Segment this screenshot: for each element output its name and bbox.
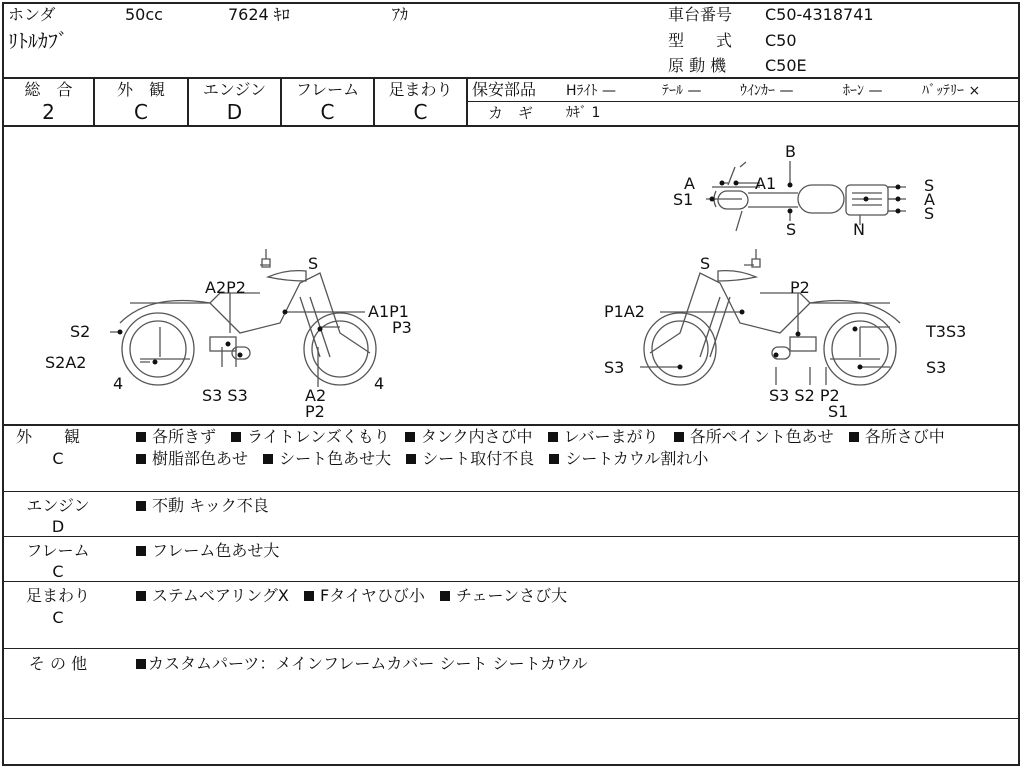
left-label-s-top: S bbox=[308, 254, 319, 273]
divider bbox=[466, 77, 468, 127]
top-label-n: N bbox=[853, 220, 865, 239]
top-label-s-right-bottom: S bbox=[924, 204, 935, 223]
top-label-a-left: A bbox=[684, 174, 695, 193]
remark-grade-frame: C bbox=[52, 562, 64, 581]
left-label-four-left: 4 bbox=[113, 374, 124, 393]
grade-value-total: 2 bbox=[42, 100, 55, 124]
top-label-s-bottom: S bbox=[786, 220, 797, 239]
safety-item-horn: ﾎｰﾝ — bbox=[843, 83, 883, 99]
type-value: C50 bbox=[765, 31, 797, 50]
right-label-s3-left: S3 bbox=[604, 358, 625, 377]
right-label-s3s2p2: S3 S2 P2 bbox=[769, 386, 840, 405]
top-label-b: B bbox=[785, 142, 796, 161]
divider bbox=[2, 581, 1020, 582]
top-label-s1: S1 bbox=[673, 190, 694, 209]
safety-item-battery: ﾊﾞｯﾃﾘｰ × bbox=[922, 83, 981, 99]
grade-value-exterior: C bbox=[134, 100, 148, 124]
grade-value-frame: C bbox=[320, 100, 335, 124]
frame-no-label: 車台番号 bbox=[668, 5, 733, 24]
model-name: ﾘﾄﾙｶﾌﾞ bbox=[8, 29, 68, 53]
frame-no-value: C50-4318741 bbox=[765, 5, 874, 24]
remark-label-other: そ の 他 bbox=[28, 654, 88, 673]
mileage: 7624 ｷﾛ bbox=[228, 5, 290, 24]
right-label-s-top: S bbox=[700, 254, 711, 273]
left-label-s2a2: S2A2 bbox=[45, 353, 87, 372]
safety-item-winker: ｳｲﾝｶｰ — bbox=[740, 83, 794, 99]
top-view-bike bbox=[712, 162, 900, 231]
grade-label-exterior: 外 観 bbox=[116, 80, 165, 99]
remark-grade-exterior: C bbox=[52, 449, 64, 468]
safety-item-headlight: Hﾗｲﾄ — bbox=[566, 83, 616, 99]
remark-items-engine: 不動 キック不良 bbox=[136, 495, 279, 517]
divider bbox=[2, 718, 1020, 719]
remark-grade-suspension: C bbox=[52, 608, 64, 627]
type-label: 型 式 bbox=[668, 31, 733, 50]
left-label-a2: A2 bbox=[305, 386, 327, 405]
left-label-a2p2: A2P2 bbox=[205, 278, 246, 297]
remark-grade-engine: D bbox=[51, 517, 65, 536]
engine-label: 原 動 機 bbox=[668, 56, 727, 75]
left-label-s2: S2 bbox=[70, 322, 91, 341]
left-label-four-right: 4 bbox=[374, 374, 385, 393]
safety-parts-title: 保安部品 bbox=[472, 80, 537, 99]
remark-items-exterior: 各所きず ライトレンズくもり タンク内さび中 レバーまがり 各所ペイント色あせ 各所さび中 樹脂部色あせ シート色あせ大 シート取付不良 シートカウル割れ小 bbox=[136, 426, 1016, 470]
color: ｱｶ bbox=[392, 5, 409, 24]
remark-label-engine: エンジン bbox=[26, 496, 90, 515]
top-label-a1: A1 bbox=[755, 174, 777, 193]
right-label-t3s3: T3S3 bbox=[926, 322, 967, 341]
left-label-p2: P2 bbox=[305, 402, 325, 421]
remark-items-other: カスタムパーツ：メインフレームカバー シート シートカウル bbox=[136, 653, 598, 675]
grade-label-suspension: 足まわり bbox=[388, 80, 453, 99]
right-label-s1: S1 bbox=[828, 402, 849, 421]
key-value: ｶｷﾞ 1 bbox=[566, 105, 601, 121]
left-label-s3s3: S3 S3 bbox=[202, 386, 248, 405]
grade-value-suspension: C bbox=[413, 100, 428, 124]
right-view-bike bbox=[644, 249, 900, 385]
top-label-a-right: A bbox=[924, 190, 935, 209]
remark-label-exterior: 外 観 bbox=[15, 427, 80, 446]
left-label-p3: P3 bbox=[392, 318, 412, 337]
divider bbox=[466, 101, 1020, 102]
grade-value-engine: D bbox=[226, 100, 243, 124]
left-label-a1p1: A1P1 bbox=[368, 302, 409, 321]
left-view-bike bbox=[120, 249, 376, 385]
grade-label-total: 総 合 bbox=[24, 80, 73, 99]
key-label: カ ギ bbox=[488, 104, 534, 122]
grade-label-frame: フレーム bbox=[295, 80, 360, 99]
right-label-p1a2: P1A2 bbox=[604, 302, 645, 321]
divider bbox=[2, 536, 1020, 537]
grade-label-engine: エンジン bbox=[202, 80, 267, 99]
remark-items-frame: フレーム色あせ大 bbox=[136, 540, 289, 562]
safety-item-tail: ﾃｰﾙ — bbox=[662, 83, 702, 99]
damage-diagram bbox=[0, 127, 1024, 424]
engine-value: C50E bbox=[765, 56, 807, 75]
displacement: 50cc bbox=[125, 5, 163, 24]
divider bbox=[2, 491, 1020, 492]
divider bbox=[2, 648, 1020, 649]
remark-label-suspension: 足まわり bbox=[25, 586, 90, 605]
maker: ホンダ bbox=[8, 5, 56, 24]
top-label-s-right-top: S bbox=[924, 176, 935, 195]
right-label-s3-right: S3 bbox=[926, 358, 947, 377]
right-label-p2: P2 bbox=[790, 278, 810, 297]
divider bbox=[2, 77, 1020, 79]
remark-label-frame: フレーム bbox=[26, 541, 90, 560]
remark-items-suspension: ステムベアリングX Fタイヤひび小 チェーンさび大 bbox=[136, 585, 577, 607]
